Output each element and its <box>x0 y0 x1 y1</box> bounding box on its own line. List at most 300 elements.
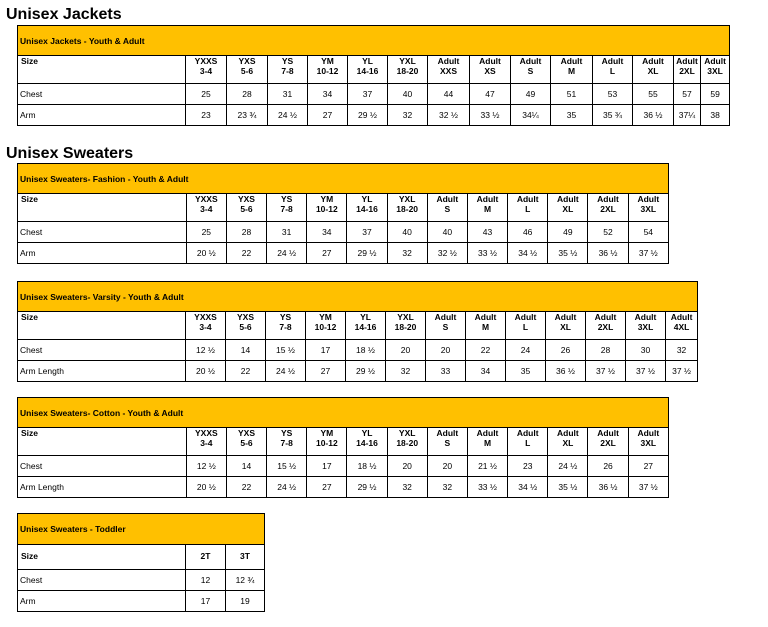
varsity-caption: Unisex Sweaters- Varsity - Youth & Adult <box>18 282 698 312</box>
fashion-size-header-line: S <box>444 203 451 214</box>
cotton-cell: 20 ½ <box>186 477 226 498</box>
varsity-size-header <box>386 312 426 340</box>
jackets-size-header <box>633 56 674 84</box>
jackets-row-arm <box>18 105 730 126</box>
fashion-size-header-line: 7-8 <box>280 203 293 214</box>
jackets-size-header <box>428 56 470 84</box>
varsity-size-header <box>186 312 226 340</box>
varsity-size-header-line: 18-20 <box>394 321 417 332</box>
fashion-cell: 36 ½ <box>588 243 628 264</box>
fashion-header-row <box>18 194 669 222</box>
fashion-size-header <box>347 194 387 222</box>
cotton-cell: 37 ½ <box>628 477 668 498</box>
jackets-cell: 28 <box>227 84 268 105</box>
varsity-size-header-line: 3-4 <box>199 321 212 332</box>
jackets-cell: 29 ½ <box>348 105 388 126</box>
toddler-size-header-line: 2T <box>200 551 211 562</box>
varsity-size-header-line: YM <box>319 312 332 322</box>
jackets-size-header-line: M <box>567 65 576 76</box>
varsity-row-chest <box>18 340 698 361</box>
cotton-size-header-line: XL <box>562 437 574 448</box>
varsity-cell: 35 <box>506 361 546 382</box>
toddler-header-row <box>18 545 265 570</box>
jackets-cell: 31 <box>268 84 308 105</box>
cotton-cell: 18 ½ <box>347 456 387 477</box>
varsity-cell: 37 ½ <box>626 361 666 382</box>
cotton-size-header-line: 3-4 <box>200 437 213 448</box>
cotton-cell: 15 ½ <box>267 456 307 477</box>
jackets-size-header <box>186 56 227 84</box>
jackets-size-header <box>388 56 428 84</box>
fashion-cell: 40 <box>427 222 467 243</box>
fashion-size-header <box>387 194 427 222</box>
varsity-cell: 15 ½ <box>266 340 306 361</box>
varsity-cell: 18 ½ <box>346 340 386 361</box>
jackets-header-row <box>18 56 730 84</box>
jackets-cell: 37 <box>348 84 388 105</box>
cotton-size-header-line: Adult <box>597 428 619 438</box>
fashion-size-header <box>186 194 226 222</box>
toddler-cell: 17 <box>186 591 226 612</box>
jackets-cell: 44 <box>428 84 470 105</box>
cotton-size-header-line: L <box>525 437 531 448</box>
varsity-size-header-line: 10-12 <box>314 321 337 332</box>
jackets-size-header-line: Adult <box>519 56 542 66</box>
cotton-size-header-line: YXS <box>238 428 256 438</box>
cotton-caption-row <box>18 398 669 428</box>
cotton-size-header-line: 5-6 <box>240 437 253 448</box>
fashion-size-header-line: 14-16 <box>356 203 378 214</box>
jackets-cell: 49 <box>511 84 551 105</box>
fashion-cell: 40 <box>387 222 427 243</box>
jackets-size-header <box>348 56 388 84</box>
cotton-cell: 21 ½ <box>467 456 507 477</box>
varsity-size-header-line: Adult <box>434 312 457 322</box>
varsity-header-row <box>18 312 698 340</box>
fashion-cell: 32 <box>387 243 427 264</box>
jackets-size-header-line: YS <box>281 56 294 66</box>
varsity-cell: 20 <box>426 340 466 361</box>
cotton-size-header-line: YS <box>281 428 293 438</box>
cotton-size-header-line: 3XL <box>640 437 657 448</box>
cotton-cell: 20 <box>427 456 467 477</box>
jackets-cell: 34¼ <box>511 105 551 126</box>
toddler-row-arm <box>18 591 265 612</box>
fashion-size-header <box>588 194 628 222</box>
fashion-cell: 29 ½ <box>347 243 387 264</box>
varsity-size-header <box>666 312 698 340</box>
fashion-size-header <box>307 194 347 222</box>
fashion-size-header-line: YXS <box>237 194 255 204</box>
varsity-cell: 22 <box>226 361 266 382</box>
cotton-size-header-line: Adult <box>436 428 459 438</box>
cotton-size-header <box>186 428 226 456</box>
jackets-cell: 32 ½ <box>428 105 470 126</box>
fashion-cell: 22 <box>226 243 266 264</box>
fashion-cell: 46 <box>508 222 548 243</box>
cotton-size-header-line: M <box>483 437 492 448</box>
cotton-size-table <box>17 397 669 498</box>
fashion-size-header-line: YS <box>280 194 293 204</box>
fashion-size-header-line: 2XL <box>600 203 616 214</box>
jackets-cell: 57 <box>674 84 701 105</box>
varsity-cell: 20 <box>386 340 426 361</box>
cotton-cell: 27 <box>628 456 668 477</box>
fashion-cell: 27 <box>307 243 347 264</box>
varsity-size-header-line: S <box>442 321 449 332</box>
toddler-size-table <box>17 513 265 612</box>
fashion-caption: Unisex Sweaters- Fashion - Youth & Adult <box>18 164 669 194</box>
cotton-cell: 24 ½ <box>548 456 588 477</box>
varsity-cell: 37 ½ <box>586 361 626 382</box>
toddler-cell: 12 <box>186 570 226 591</box>
varsity-cell: 17 <box>306 340 346 361</box>
jackets-cell: 32 <box>388 105 428 126</box>
varsity-size-header <box>226 312 266 340</box>
cotton-cell: 23 <box>508 456 548 477</box>
varsity-cell: 33 <box>426 361 466 382</box>
varsity-size-header-line: L <box>522 321 529 332</box>
cotton-row-arm-length <box>18 477 669 498</box>
jackets-row-label: Chest <box>18 84 186 105</box>
jackets-size-header-line: YM <box>321 56 334 66</box>
toddler-row-chest <box>18 570 265 591</box>
cotton-size-header <box>267 428 307 456</box>
cotton-size-header-line: Adult <box>637 428 660 438</box>
jackets-size-header <box>593 56 633 84</box>
jackets-size-header-line: 10-12 <box>316 65 339 76</box>
fashion-cell: 25 <box>186 222 226 243</box>
toddler-size-header-line: 3T <box>240 551 250 562</box>
cotton-size-label: Size <box>18 428 187 456</box>
fashion-size-label: Size <box>18 194 187 222</box>
fashion-size-header-line: Adult <box>556 194 579 204</box>
cotton-cell: 24 ½ <box>267 477 307 498</box>
cotton-row-chest <box>18 456 669 477</box>
cotton-cell: 32 <box>387 477 427 498</box>
jackets-size-header-line: S <box>527 65 534 76</box>
cotton-cell: 22 <box>226 477 266 498</box>
fashion-cell: 49 <box>548 222 588 243</box>
varsity-size-header-line: M <box>481 321 490 332</box>
varsity-size-header-line: 14-16 <box>354 321 377 332</box>
fashion-size-header <box>427 194 467 222</box>
cotton-cell: 33 ½ <box>467 477 507 498</box>
fashion-size-header-line: 10-12 <box>315 203 338 214</box>
jackets-cell: 33 ½ <box>470 105 511 126</box>
fashion-row-label: Chest <box>18 222 187 243</box>
toddler-cell: 19 <box>226 591 265 612</box>
varsity-size-header <box>546 312 586 340</box>
cotton-cell: 35 ½ <box>548 477 588 498</box>
cotton-cell: 12 ½ <box>186 456 226 477</box>
varsity-size-header-line: YXS <box>236 312 254 322</box>
jackets-size-header <box>470 56 511 84</box>
fashion-size-header-line: Adult <box>637 194 660 204</box>
jackets-size-header <box>227 56 268 84</box>
cotton-size-header-line: YXL <box>398 428 416 438</box>
jackets-cell: 23 <box>186 105 227 126</box>
jackets-size-header-line: 3-4 <box>199 65 213 76</box>
cotton-row-label: Chest <box>18 456 187 477</box>
jackets-size-header-line: YXS <box>238 56 256 66</box>
jackets-size-header-line: YXXS <box>194 56 218 66</box>
fashion-size-header-line: 3-4 <box>200 203 213 214</box>
fashion-size-header-line: 18-20 <box>396 203 419 214</box>
jackets-cell: 36 ½ <box>633 105 674 126</box>
jackets-caption-row <box>18 26 730 56</box>
fashion-cell: 37 ½ <box>628 243 668 264</box>
cotton-size-header-line: Adult <box>476 428 499 438</box>
varsity-cell: 27 <box>306 361 346 382</box>
varsity-size-header-line: YXXS <box>194 312 217 322</box>
cotton-size-header <box>548 428 588 456</box>
fashion-size-header-line: YXXS <box>194 194 218 204</box>
cotton-caption: Unisex Sweaters- Cotton - Youth & Adult <box>18 398 669 428</box>
cotton-size-header <box>508 428 548 456</box>
fashion-size-header-line: 3XL <box>640 203 657 214</box>
fashion-cell: 28 <box>226 222 266 243</box>
varsity-row-label: Chest <box>18 340 186 361</box>
fashion-size-header-line: Adult <box>436 194 459 204</box>
fashion-cell: 35 ½ <box>548 243 588 264</box>
fashion-size-header <box>226 194 266 222</box>
fashion-row-chest <box>18 222 669 243</box>
jackets-size-header-line: Adult <box>560 56 583 66</box>
toddler-caption: Unisex Sweaters - Toddler <box>18 514 265 545</box>
jackets-size-header-line: L <box>609 65 616 76</box>
varsity-size-header <box>586 312 626 340</box>
cotton-size-header-line: S <box>444 437 451 448</box>
fashion-size-header-line: 5-6 <box>240 203 253 214</box>
varsity-caption-row <box>18 282 698 312</box>
fashion-cell: 31 <box>267 222 307 243</box>
varsity-size-header <box>506 312 546 340</box>
varsity-size-header-line: YS <box>279 312 292 322</box>
varsity-cell: 12 ½ <box>186 340 226 361</box>
varsity-cell: 36 ½ <box>546 361 586 382</box>
fashion-cell: 20 ½ <box>186 243 226 264</box>
cotton-size-header <box>226 428 266 456</box>
cotton-size-header-line: 10-12 <box>315 437 338 448</box>
varsity-size-header-line: 2XL <box>597 321 614 332</box>
varsity-size-header-line: 3XL <box>637 321 654 332</box>
fashion-size-header-line: YM <box>320 194 334 204</box>
fashion-cell: 32 ½ <box>427 243 467 264</box>
fashion-size-header-line: L <box>525 203 531 214</box>
jackets-size-header-line: 7-8 <box>281 65 294 76</box>
varsity-size-header <box>266 312 306 340</box>
varsity-size-header <box>626 312 666 340</box>
cotton-size-header-line: YL <box>361 428 373 438</box>
sweaters-section-title: Unisex Sweaters <box>6 145 134 162</box>
cotton-size-header-line: YXXS <box>194 428 218 438</box>
jackets-size-header <box>701 56 730 84</box>
varsity-cell: 32 <box>666 340 698 361</box>
jackets-row-label: Arm <box>18 105 186 126</box>
jackets-size-header-line: XL <box>647 65 659 76</box>
jackets-cell: 35 ¾ <box>593 105 633 126</box>
jackets-cell: 34 <box>308 84 348 105</box>
cotton-cell: 20 <box>387 456 427 477</box>
jackets-cell: 55 <box>633 84 674 105</box>
fashion-size-header-line: Adult <box>516 194 539 204</box>
jackets-size-header-line: 14-16 <box>356 65 379 76</box>
fashion-row-arm <box>18 243 669 264</box>
jackets-size-header-line: Adult <box>676 56 698 66</box>
fashion-size-header <box>267 194 307 222</box>
fashion-cell: 52 <box>588 222 628 243</box>
varsity-cell: 26 <box>546 340 586 361</box>
varsity-cell: 24 <box>506 340 546 361</box>
fashion-size-header <box>467 194 507 222</box>
jackets-cell: 47 <box>470 84 511 105</box>
fashion-size-header <box>548 194 588 222</box>
jackets-size-header-line: 3XL <box>707 65 723 76</box>
cotton-cell: 14 <box>226 456 266 477</box>
jackets-cell: 53 <box>593 84 633 105</box>
jackets-size-header <box>551 56 593 84</box>
fashion-cell: 34 ½ <box>508 243 548 264</box>
fashion-size-header <box>628 194 668 222</box>
fashion-cell: 43 <box>467 222 507 243</box>
fashion-caption-row <box>18 164 669 194</box>
cotton-size-header <box>347 428 387 456</box>
jackets-section-title: Unisex Jackets <box>6 6 122 23</box>
jackets-cell: 25 <box>186 84 227 105</box>
jackets-size-header-line: YL <box>362 56 373 66</box>
varsity-cell: 20 ½ <box>186 361 226 382</box>
varsity-size-header-line: YL <box>360 312 371 322</box>
varsity-size-header-line: Adult <box>514 312 537 322</box>
varsity-size-header-line: 7-8 <box>279 321 292 332</box>
varsity-cell: 24 ½ <box>266 361 306 382</box>
fashion-size-header-line: Adult <box>597 194 619 204</box>
fashion-cell: 34 <box>307 222 347 243</box>
jackets-size-header-line: YXL <box>399 56 416 66</box>
varsity-cell: 37 ½ <box>666 361 698 382</box>
cotton-size-header <box>588 428 628 456</box>
cotton-size-header <box>467 428 507 456</box>
fashion-size-header-line: XL <box>562 203 574 214</box>
jackets-size-header <box>268 56 308 84</box>
cotton-cell: 26 <box>588 456 628 477</box>
jackets-size-header-line: Adult <box>437 56 460 66</box>
toddler-row-label: Chest <box>18 570 186 591</box>
cotton-size-header-line: 7-8 <box>280 437 293 448</box>
varsity-size-header-line: Adult <box>594 312 617 322</box>
cotton-size-header-line: Adult <box>557 428 579 438</box>
jackets-cell: 23 ¾ <box>227 105 268 126</box>
jackets-cell: 24 ½ <box>268 105 308 126</box>
toddler-row-label: Arm <box>18 591 186 612</box>
cotton-size-header-line: 14-16 <box>356 437 378 448</box>
fashion-size-header-line: M <box>483 203 492 214</box>
varsity-row-arm-length <box>18 361 698 382</box>
jackets-cell: 38 <box>701 105 730 126</box>
varsity-size-header-line: 4XL <box>673 321 690 332</box>
fashion-cell: 24 ½ <box>267 243 307 264</box>
cotton-size-header <box>427 428 467 456</box>
fashion-size-header-line: YXL <box>398 194 416 204</box>
jackets-size-table <box>17 25 730 126</box>
jackets-size-label: Size <box>18 56 186 84</box>
varsity-size-header-line: Adult <box>670 312 693 322</box>
jackets-size-header-line: 2XL <box>679 65 695 76</box>
varsity-cell: 22 <box>466 340 506 361</box>
varsity-size-header-line: Adult <box>474 312 497 322</box>
jackets-cell: 40 <box>388 84 428 105</box>
fashion-cell: 37 <box>347 222 387 243</box>
varsity-size-header-line: YXL <box>397 312 414 322</box>
jackets-cell: 51 <box>551 84 593 105</box>
varsity-size-table <box>17 281 698 382</box>
cotton-cell: 36 ½ <box>588 477 628 498</box>
varsity-size-header-line: 5-6 <box>239 321 252 332</box>
varsity-size-header <box>346 312 386 340</box>
jackets-size-header-line: Adult <box>704 56 726 66</box>
toddler-size-label: Size <box>18 545 186 570</box>
jackets-size-header <box>511 56 551 84</box>
varsity-size-header <box>306 312 346 340</box>
fashion-cell: 33 ½ <box>467 243 507 264</box>
varsity-size-header-line: Adult <box>634 312 657 322</box>
jackets-cell: 35 <box>551 105 593 126</box>
toddler-size-header <box>186 545 226 570</box>
toddler-size-header <box>226 545 265 570</box>
cotton-size-header-line: Adult <box>516 428 539 438</box>
jackets-size-header-line: XXS <box>439 65 457 76</box>
fashion-row-label: Arm <box>18 243 187 264</box>
varsity-cell: 28 <box>586 340 626 361</box>
varsity-size-label: Size <box>18 312 186 340</box>
varsity-cell: 14 <box>226 340 266 361</box>
jackets-size-header-line: Adult <box>642 56 664 66</box>
toddler-caption-row <box>18 514 265 545</box>
varsity-size-header-line: Adult <box>554 312 577 322</box>
varsity-size-header <box>466 312 506 340</box>
cotton-size-header <box>628 428 668 456</box>
jackets-size-header <box>674 56 701 84</box>
cotton-row-label: Arm Length <box>18 477 187 498</box>
cotton-cell: 32 <box>427 477 467 498</box>
cotton-cell: 29 ½ <box>347 477 387 498</box>
jackets-size-header-line: XS <box>484 65 496 76</box>
jackets-size-header-line: Adult <box>479 56 501 66</box>
fashion-size-header-line: Adult <box>476 194 499 204</box>
cotton-size-header-line: 18-20 <box>396 437 419 448</box>
cotton-size-header <box>387 428 427 456</box>
jackets-size-header-line: 18-20 <box>396 65 419 76</box>
cotton-size-header-line: 2XL <box>600 437 616 448</box>
varsity-row-label: Arm Length <box>18 361 186 382</box>
cotton-header-row <box>18 428 669 456</box>
fashion-size-header-line: YL <box>361 194 373 204</box>
fashion-size-table <box>17 163 669 264</box>
fashion-size-header <box>508 194 548 222</box>
cotton-size-header-line: YM <box>320 428 334 438</box>
varsity-cell: 30 <box>626 340 666 361</box>
cotton-cell: 34 ½ <box>508 477 548 498</box>
cotton-size-header <box>307 428 347 456</box>
varsity-size-header-line: XL <box>560 321 571 332</box>
jackets-cell: 59 <box>701 84 730 105</box>
jackets-cell: 27 <box>308 105 348 126</box>
varsity-cell: 29 ½ <box>346 361 386 382</box>
fashion-cell: 54 <box>628 222 668 243</box>
jackets-caption: Unisex Jackets - Youth & Adult <box>18 26 730 56</box>
varsity-cell: 34 <box>466 361 506 382</box>
